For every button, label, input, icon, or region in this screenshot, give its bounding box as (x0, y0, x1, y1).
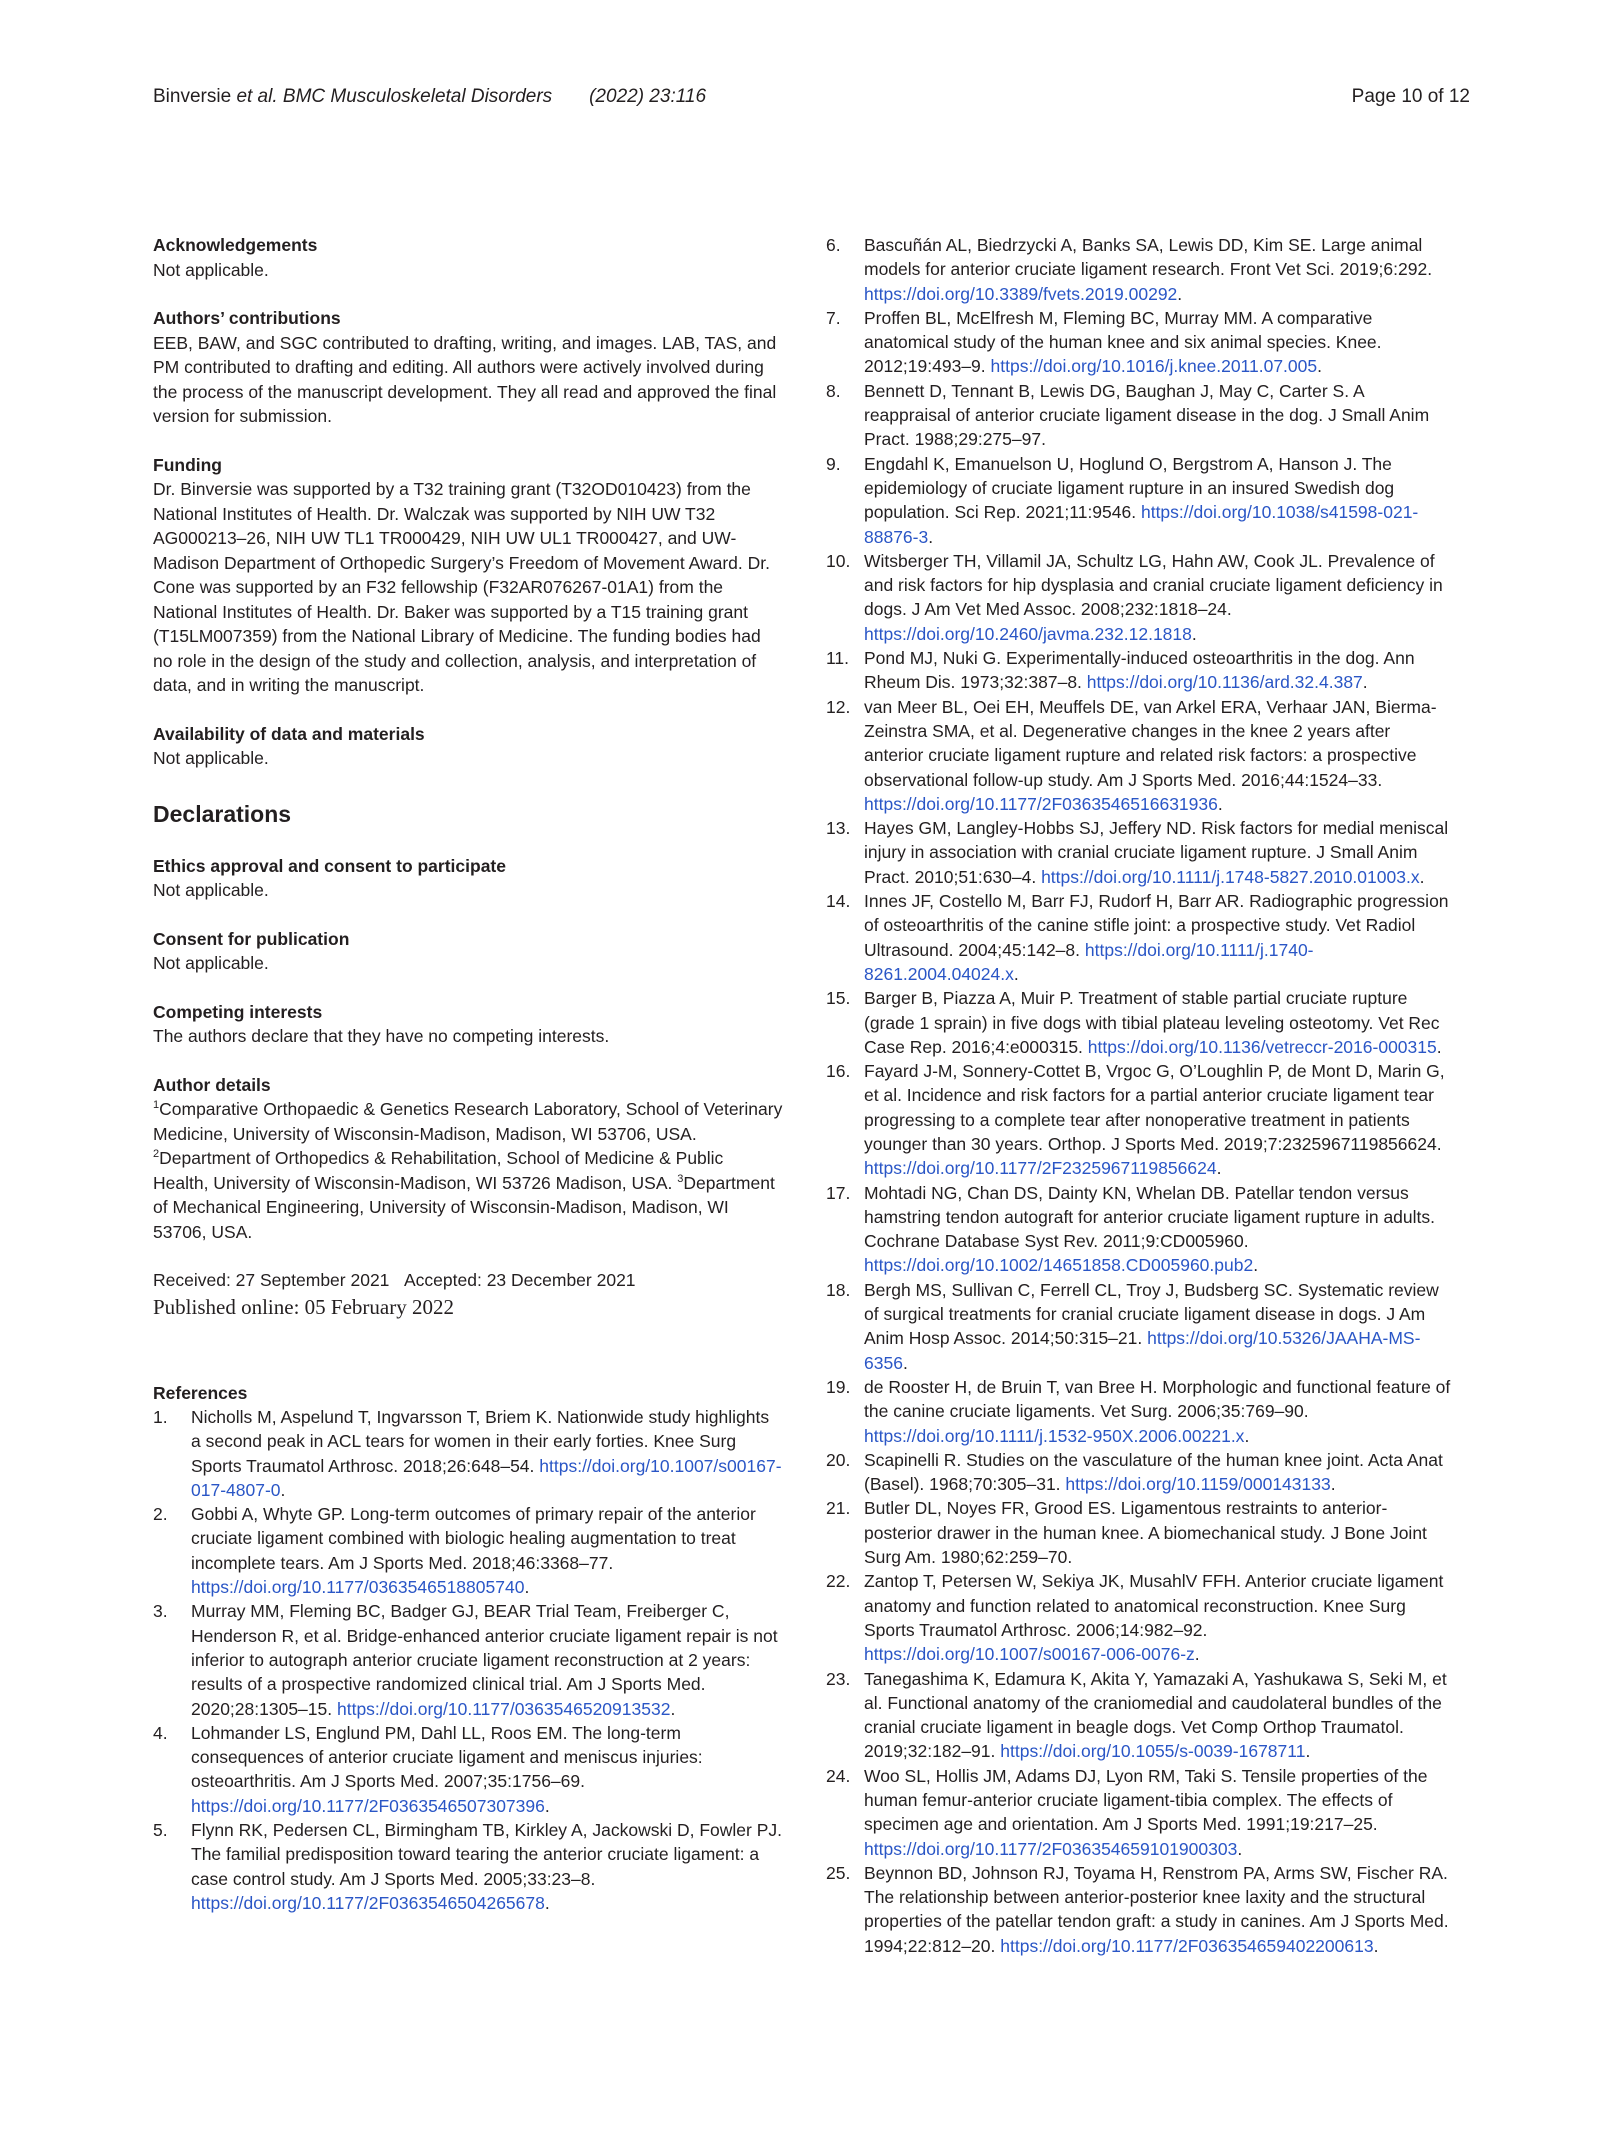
reference-text: Scapinelli R. Studies on the vasculature of the human knee joint. Acta Anat (Basel). 1968;70:305–31. (864, 1449, 1443, 1495)
reference-number: 2. (153, 1504, 168, 1525)
reference-text: Bennett D, Tennant B, Lewis DG, Baughan J, May C, Carter S. A reappraisal of anterior cruciate ligament disease in the dog. J Small Anim Pract. 1988;29:275–97. (864, 380, 1430, 450)
affiliation-marker: 2 (153, 1148, 160, 1161)
reference-text: Hayes GM, Langley-Hobbs SJ, Jeffery ND. Risk factors for medial meniscal injury in association with cranial cruciate ligament rupture. J Small Anim Pract. 2010;51:630–4. (864, 818, 1449, 887)
reference-tail: . (1237, 1838, 1243, 1859)
reference-number: 15. (826, 988, 851, 1009)
reference-item (826, 1764, 1452, 1861)
reference-item (826, 986, 1452, 1059)
reference-doi-link[interactable]: https://doi.org/10.1111/j.1740-8261.2004.04024.x (864, 939, 1314, 984)
reference-doi-link[interactable]: https://doi.org/10.1111/j.1532-950X.2006.00221.x (864, 1425, 1245, 1446)
reference-text: van Meer BL, Oei EH, Meuffels DE, van Arkel ERA, Verhaar JAN, Bierma-Zeinstra SMA, et al. Degenerative changes in the knee 2 years after anterior cruciate ligament rupture and related risk factors: a prospective observational follow-up study. Am J Sports Med. 2016;44:1524–33. (864, 696, 1437, 790)
reference-tail: . (1013, 963, 1019, 984)
reference-doi-link[interactable]: https://doi.org/10.1177/2F0363546504265678 (191, 1892, 545, 1913)
reference-number: 16. (826, 1061, 851, 1082)
reference-item (153, 1721, 783, 1818)
reference-number: 22. (826, 1571, 851, 1592)
reference-item (826, 1181, 1452, 1278)
reference-item (826, 549, 1452, 646)
received-date: Received: 27 September 2021 (153, 1270, 390, 1290)
ethics-heading: Ethics approval and consent to participate (153, 855, 506, 876)
reference-tail: . (524, 1577, 530, 1598)
reference-item (826, 1861, 1452, 1958)
reference-doi-link[interactable]: https://doi.org/10.1177/0363546518805740 (191, 1577, 525, 1598)
running-title (153, 86, 706, 108)
reference-text: Mohtadi NG, Chan DS, Dainty KN, Whelan DB. Patellar tendon versus hamstring tendon autograft for anterior cruciate ligament rupture in adults. Cochrane Database Syst Rev. 2011;9:CD005960. (864, 1182, 1436, 1252)
reference-number: 13. (826, 818, 851, 839)
reference-number: 3. (153, 1601, 168, 1622)
consent-body: Not applicable. (153, 953, 269, 973)
header-year-volume: (2022) 23:116 (589, 86, 707, 107)
reference-tail: . (1216, 1158, 1222, 1179)
reference-item (826, 233, 1452, 306)
reference-text: Flynn RK, Pedersen CL, Birmingham TB, Kirkley A, Jackowski D, Fowler PJ. The familial predisposition toward tearing the anterior cruciate ligament: a case control study. Am J Sports Med. 2005;33:23–8. (191, 1820, 782, 1889)
reference-tail: . (902, 1352, 908, 1373)
reference-text: Bergh MS, Sullivan C, Ferrell CL, Troy J, Budsberg SC. Systematic review of surgical treatments for cranial cruciate ligament disease in dogs. J Am Anim Hosp Assoc. 2014;50:315–21. (864, 1279, 1439, 1349)
affiliation-2: Department of Orthopedics & Rehabilitation, School of Medicine & Public Health, University of Wisconsin-Madison, WI 53726 Madison, USA. (153, 1148, 724, 1193)
affiliation-3: Department of Mechanical Engineering, University of Wisconsin-Madison, Madison, WI 53706, USA. (153, 1172, 775, 1242)
reference-tail: . (1191, 623, 1197, 644)
reference-item (826, 1278, 1452, 1375)
reference-doi-link[interactable]: https://doi.org/10.2460/javma.232.12.1818 (864, 623, 1192, 644)
reference-number: 11. (826, 648, 850, 669)
declarations-heading: Declarations (153, 800, 292, 827)
reference-number: 17. (826, 1182, 851, 1203)
reference-text: Barger B, Piazza A, Muir P. Treatment of stable partial cruciate rupture (grade 1 sprain) in five dogs with tibial plateau leveling osteotomy. Vet Rec Case Rep. 2016;4:e000315. (864, 988, 1440, 1057)
header-author: Binversie (153, 86, 232, 107)
availability-body: Not applicable. (153, 748, 269, 768)
reference-item (826, 1569, 1452, 1666)
accepted-date: Accepted: 23 December 2021 (404, 1270, 636, 1290)
reference-number: 19. (826, 1376, 851, 1397)
reference-tail: . (1317, 356, 1322, 377)
references-heading: References (153, 1382, 248, 1403)
reference-doi-link[interactable]: https://doi.org/10.1007/s00167-017-4807-0 (191, 1455, 782, 1500)
reference-doi-link[interactable]: https://doi.org/10.1002/14651858.CD005960.pub2 (864, 1255, 1254, 1276)
consent-heading: Consent for publication (153, 928, 350, 949)
reference-item (826, 1667, 1452, 1764)
reference-tail: . (1419, 866, 1425, 887)
reference-item (153, 1599, 783, 1720)
reference-number: 5. (153, 1820, 168, 1841)
contributions-body: EEB, BAW, and SGC contributed to drafting, writing, and images. LAB, TAS, and PM contributed to drafting and editing. All authors were actively involved during the process of the manuscript development. They all read and approved the final version for submission. (153, 332, 777, 426)
contributions-heading: Authors’ contributions (153, 308, 341, 328)
reference-item (826, 1059, 1452, 1180)
acknowledgements-heading: Acknowledgements (153, 235, 318, 255)
reference-text: Bascuñán AL, Biedrzycki A, Banks SA, Lewis DD, Kim SE. Large animal models for anterior cruciate ligament research. Front Vet Sci. 2019;6:292. (864, 235, 1433, 280)
reference-doi-link[interactable]: https://doi.org/10.1016/j.knee.2011.07.005 (990, 356, 1318, 377)
header-journal: et al. BMC Musculoskeletal Disorders (236, 86, 553, 107)
reference-item (153, 1502, 783, 1599)
reference-text: Woo SL, Hollis JM, Adams DJ, Lyon RM, Taki S. Tensile properties of the human femur-anterior cruciate ligament-tibia complex. The effects of specimen age and orientation. Am J Sports Med. 1991;19:217–25. (864, 1765, 1428, 1835)
reference-doi-link[interactable]: https://doi.org/10.1177/2F2325967119856624 (864, 1158, 1217, 1179)
reference-item (826, 816, 1452, 889)
reference-item (826, 889, 1452, 986)
reference-item (826, 1496, 1452, 1569)
dates-line (153, 1268, 783, 1293)
reference-text: Murray MM, Fleming BC, Badger GJ, BEAR Trial Team, Freiberger C, Henderson R, et al. Bridge-enhanced anterior cruciate ligament repair is not inferior to autograph anterior cruciate ligament reconstruction at 2 years: results of a prospective randomized clinical trial. Am J Sports Med. 2020;28:1305–15. (191, 1601, 778, 1719)
reference-text: Lohmander LS, Englund PM, Dahl LL, Roos EM. The long-term consequences of anterior cruciate ligament and meniscus injuries: osteoarthritis. Am J Sports Med. 2007;35:1756–69. (191, 1722, 703, 1792)
reference-tail: . (928, 526, 934, 547)
reference-number: 6. (826, 235, 841, 255)
reference-tail: . (1436, 1036, 1442, 1057)
reference-number: 23. (826, 1668, 851, 1689)
reference-doi-link[interactable]: https://doi.org/10.1055/s-0039-1678711 (1000, 1741, 1306, 1762)
reference-tail: . (544, 1892, 550, 1913)
reference-text: Butler DL, Noyes FR, Grood ES. Ligamentous restraints to anterior-posterior drawer in the human knee. A biomechanical study. J Bone Joint Surg Am. 1980;62:259–70. (864, 1498, 1427, 1568)
funding-body: Dr. Binversie was supported by a T32 training grant (T32OD010423) from the National Institutes of Health. Dr. Walczak was supported by NIH UW T32 AG000213–26, NIH UW TL1 TR000429, NIH UW UL1 TR000427, and UW-Madison Department of Orthopedic Surgery’s Freedom of Movement Award. Dr. Cone was supported by an F32 fellowship (F32AR076267-01A1) from the National Institutes of Health. Dr. Baker was supported by a T15 training grant (T15LM007359) from the National Library of Medicine. The funding bodies had no role in the design of the study and collection, analysis, and interpretation of data, and in writing the manuscript. (153, 479, 770, 695)
reference-doi-link[interactable]: https://doi.org/10.1177/2F0363546516631936 (864, 793, 1218, 814)
reference-doi-link[interactable]: https://doi.org/10.1159/000143133 (1065, 1474, 1331, 1495)
reference-item (826, 1448, 1452, 1497)
reference-number: 24. (826, 1765, 851, 1786)
reference-text: Engdahl K, Emanuelson U, Hoglund O, Bergstrom A, Hanson J. The epidemiology of cruciate ligament rupture in an insured Swedish dog population. Sci Rep. 2021;11:9546. (864, 453, 1395, 523)
reference-number: 4. (153, 1722, 168, 1743)
reference-number: 21. (826, 1498, 851, 1519)
reference-tail: . (1373, 1935, 1379, 1956)
affiliation-marker: 1 (153, 1099, 160, 1112)
reference-doi-link[interactable]: https://doi.org/10.3389/fvets.2019.00292 (864, 283, 1178, 304)
availability-heading: Availability of data and materials (153, 723, 425, 744)
reference-item (826, 452, 1452, 549)
reference-text: Nicholls M, Aspelund T, Ingvarsson T, Briem K. Nationwide study highlights a second peak in ACL tears for women in their early forties. Knee Surg Sports Traumatol Arthrosc. 2018;26:648–54. (191, 1407, 770, 1476)
reference-text: de Rooster H, de Bruin T, van Bree H. Morphologic and functional feature of the canine cruciate ligaments. Vet Surg. 2006;35:769–90. (864, 1376, 1451, 1422)
page-number: Page 10 of 12 (1351, 86, 1470, 107)
reference-text: Tanegashima K, Edamura K, Akita Y, Yamazaki A, Yashukawa S, Seki M, et al. Functional anatomy of the craniomedial and caudolateral bundles of the cranial cruciate ligament in beagle dogs. Vet Comp Orthop Traumatol. 2019;32:182–91. (864, 1668, 1447, 1762)
reference-tail: . (1253, 1255, 1259, 1276)
reference-tail: . (544, 1795, 550, 1816)
reference-text: Gobbi A, Whyte GP. Long-term outcomes of primary repair of the anterior cruciate ligament combined with biologic healing augmentation to treat incomplete tears. Am J Sports Med. 2018;46:3368–77. (191, 1504, 756, 1573)
funding-heading: Funding (153, 454, 223, 475)
reference-number: 25. (826, 1862, 851, 1883)
reference-item (826, 695, 1452, 816)
reference-tail: . (1362, 672, 1368, 693)
right-column (826, 233, 1452, 1958)
reference-text: Zantop T, Petersen W, Sekiya JK, MusahlV FFH. Anterior cruciate ligament anatomy and function related to anatomical reconstruction. Knee Surg Sports Traumatol Arthrosc. 2006;14:982–92. (864, 1571, 1444, 1640)
reference-tail: . (1177, 283, 1183, 304)
left-column (153, 233, 783, 1915)
reference-text: Proffen BL, McElfresh M, Fleming BC, Murray MM. A comparative anatomical study of the human knee and six animal species. Knee. 2012;19:493–9. (864, 307, 1382, 377)
reference-doi-link[interactable]: https://doi.org/10.1136/vetreccr-2016-000315 (1087, 1036, 1437, 1057)
reference-tail: . (1330, 1474, 1336, 1495)
reference-number: 12. (826, 696, 851, 717)
reference-number: 10. (826, 550, 851, 571)
affiliation-1: Comparative Orthopaedic & Genetics Research Laboratory, School of Veterinary Medicine, University of Wisconsin-Madison, Madison, WI 53706, USA. (153, 1099, 783, 1144)
reference-item (826, 379, 1452, 452)
reference-tail: . (1217, 793, 1223, 814)
reference-doi-link[interactable]: https://doi.org/10.1177/2F0363546507307396 (191, 1795, 545, 1816)
reference-item (153, 1405, 783, 1502)
acknowledgements-body: Not applicable. (153, 259, 269, 280)
reference-doi-link[interactable]: https://doi.org/10.1007/s00167-006-0076-z (864, 1644, 1195, 1665)
reference-doi-link[interactable]: https://doi.org/10.1038/s41598-021-88876-3 (864, 502, 1419, 547)
reference-doi-link[interactable]: https://doi.org/10.1136/ard.32.4.387 (1086, 672, 1363, 693)
reference-number: 7. (826, 307, 841, 328)
reference-tail: . (1305, 1741, 1311, 1762)
reference-text: Beynnon BD, Johnson RJ, Toyama H, Renstrom PA, Arms SW, Fischer RA. The relationship between anterior-posterior knee laxity and the structural properties of the patellar tendon graft: a study in canines. Am J Sports Med. 1994;22:812–20. (864, 1862, 1449, 1956)
reference-text: Innes JF, Costello M, Barr FJ, Rudorf H, Barr AR. Radiographic progression of osteoarthritis of the canine stifle joint: a prospective study. Vet Radiol Ultrasound. 2004;45:142–8. (864, 891, 1449, 960)
competing-body: The authors declare that they have no competing interests. (153, 1026, 610, 1046)
reference-doi-link[interactable]: https://doi.org/10.1111/j.1748-5827.2010.01003.x (1041, 866, 1420, 887)
reference-doi-link[interactable]: https://doi.org/10.1177/2F036354659402200613 (1000, 1935, 1374, 1956)
reference-tail: . (280, 1479, 286, 1500)
reference-doi-link[interactable]: https://doi.org/10.1177/2F036354659101900303 (864, 1838, 1238, 1859)
reference-text: Pond MJ, Nuki G. Experimentally-induced osteoarthritis in the dog. Ann Rheum Dis. 1973;32:387–8. (864, 648, 1415, 693)
reference-doi-link[interactable]: https://doi.org/10.5326/JAAHA-MS-6356 (864, 1328, 1421, 1373)
reference-text: Fayard J-M, Sonnery-Cottet B, Vrgoc G, O’Loughlin P, de Mont D, Marin G, et al. Incidence and risk factors for a partial anterior cruciate ligament tear progressing to a complete tear after nonoperative treatment in patients younger than 30 years. Orthop. J Sports Med. 2019;7:2325967119856624. (864, 1061, 1445, 1154)
published-date: Published online: 05 February 2022 (153, 1294, 454, 1319)
reference-item (826, 306, 1452, 379)
reference-tail: . (1244, 1425, 1250, 1446)
reference-item (153, 1818, 783, 1915)
competing-heading: Competing interests (153, 1001, 323, 1022)
reference-tail: . (670, 1698, 676, 1719)
reference-number: 14. (826, 891, 851, 912)
reference-text: Witsberger TH, Villamil JA, Schultz LG, Hahn AW, Cook JL. Prevalence of and risk factors for hip dysplasia and cranial cruciate ligament deficiency in dogs. J Am Vet Med Assoc. 2008;232:1818–24. (864, 550, 1443, 620)
reference-item (826, 1375, 1452, 1448)
page-header (153, 86, 1470, 116)
author-details-body (153, 1097, 783, 1244)
reference-item (826, 646, 1452, 695)
author-details-heading: Author details (153, 1074, 271, 1095)
ethics-body: Not applicable. (153, 880, 269, 900)
reference-tail: . (1194, 1644, 1200, 1665)
references-list-right (826, 233, 1452, 1958)
reference-number: 8. (826, 380, 841, 401)
affiliation-marker: 3 (677, 1172, 684, 1185)
reference-number: 9. (826, 453, 841, 474)
reference-number: 1. (153, 1407, 168, 1427)
reference-number: 18. (826, 1279, 851, 1300)
references-list-left (153, 1405, 783, 1915)
reference-doi-link[interactable]: https://doi.org/10.1177/0363546520913532 (336, 1698, 671, 1719)
reference-number: 20. (826, 1449, 851, 1470)
